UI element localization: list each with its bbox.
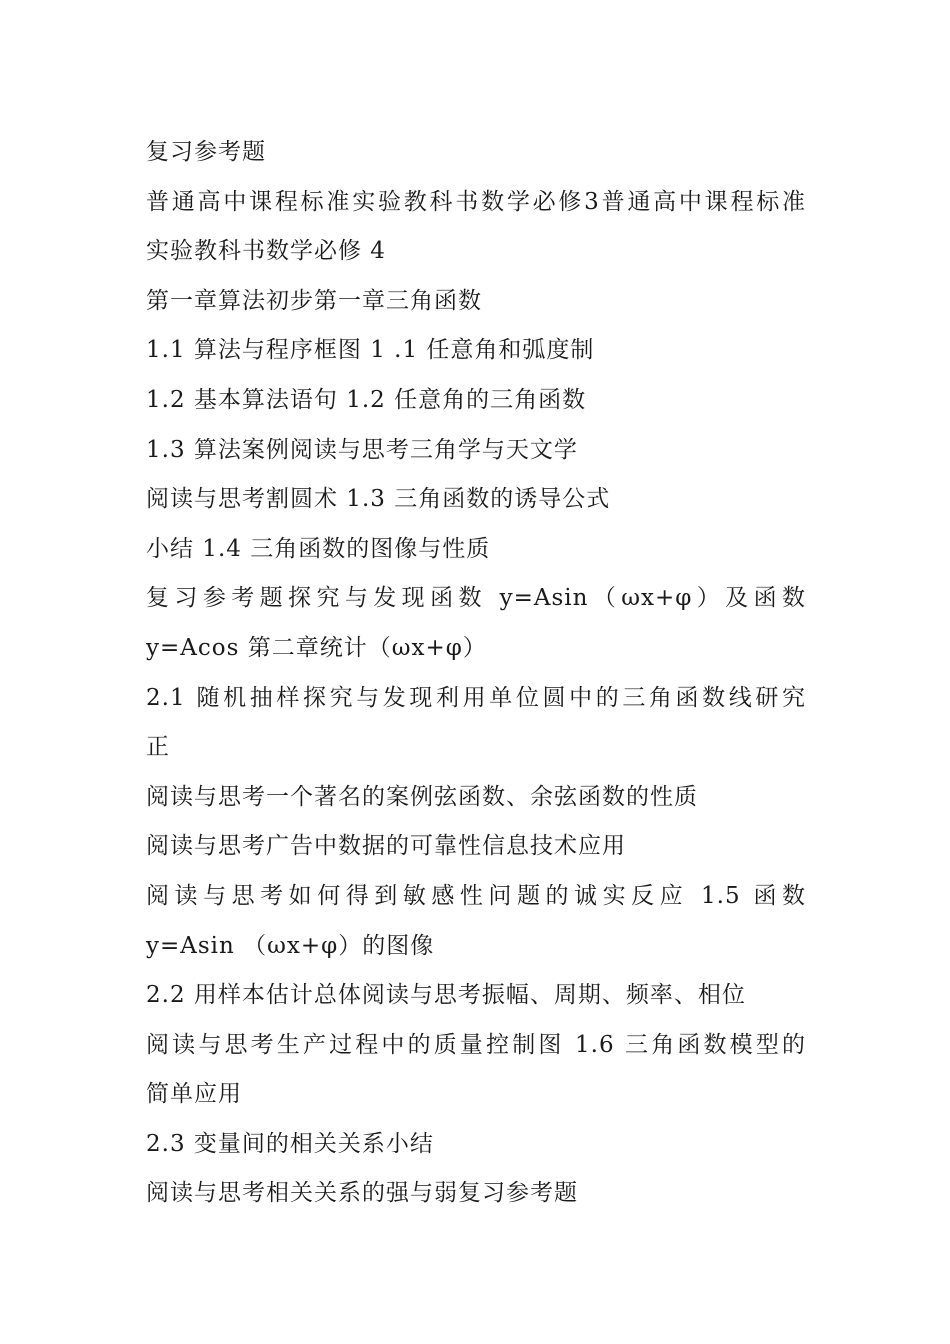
document-page [146, 132, 806, 1223]
text-line-15: 阅读与思考广告中数据的可靠性信息技术应用 [146, 833, 626, 860]
text-line-21: 2.3 变量间的相关关系小结 [146, 1130, 434, 1157]
text-line-16: 阅读与思考如何得到敏感性问题的诚实反应 1.5 函数 [146, 882, 806, 909]
text-line-4: 第一章算法初步第一章三角函数 [146, 287, 482, 314]
text-line-6: 1.2 基本算法语句 1.2 任意角的三角函数 [146, 386, 587, 413]
text-line-8: 阅读与思考割圆术 1.3 三角函数的诱导公式 [146, 486, 611, 513]
text-line-12: 2.1 随机抽样探究与发现利用单位圆中的三角函数线研究 [146, 684, 806, 711]
text-line-17: y=Asin （ωx+φ）的图像 [146, 932, 435, 959]
text-line-19: 阅读与思考生产过程中的质量控制图 1.6 三角函数模型的 [146, 1031, 806, 1058]
text-line-13: 正 [146, 734, 170, 761]
text-line-2: 普通高中课程标准实验教科书数学必修3普通高中课程标准 [146, 188, 806, 215]
text-line-20: 简单应用 [146, 1081, 242, 1108]
text-line-22: 阅读与思考相关关系的强与弱复习参考题 [146, 1180, 578, 1207]
text-line-11: y=Acos 第二章统计（ωx+φ） [146, 634, 487, 661]
text-line-1: 复习参考题 [146, 139, 266, 165]
text-line-7: 1.3 算法案例阅读与思考三角学与天文学 [146, 436, 578, 463]
text-line-3: 实验教科书数学必修 4 [146, 238, 386, 265]
text-line-10: 复习参考题探究与发现函数 y=Asin（ωx+φ）及函数 [146, 585, 806, 612]
text-line-18: 2.2 用样本估计总体阅读与思考振幅、周期、频率、相位 [146, 982, 746, 1009]
text-line-5: 1.1 算法与程序框图 1 .1 任意角和弧度制 [146, 337, 595, 364]
text-line-14: 阅读与思考一个著名的案例弦函数、余弦函数的性质 [146, 783, 698, 810]
text-line-9: 小结 1.4 三角函数的图像与性质 [146, 535, 491, 562]
